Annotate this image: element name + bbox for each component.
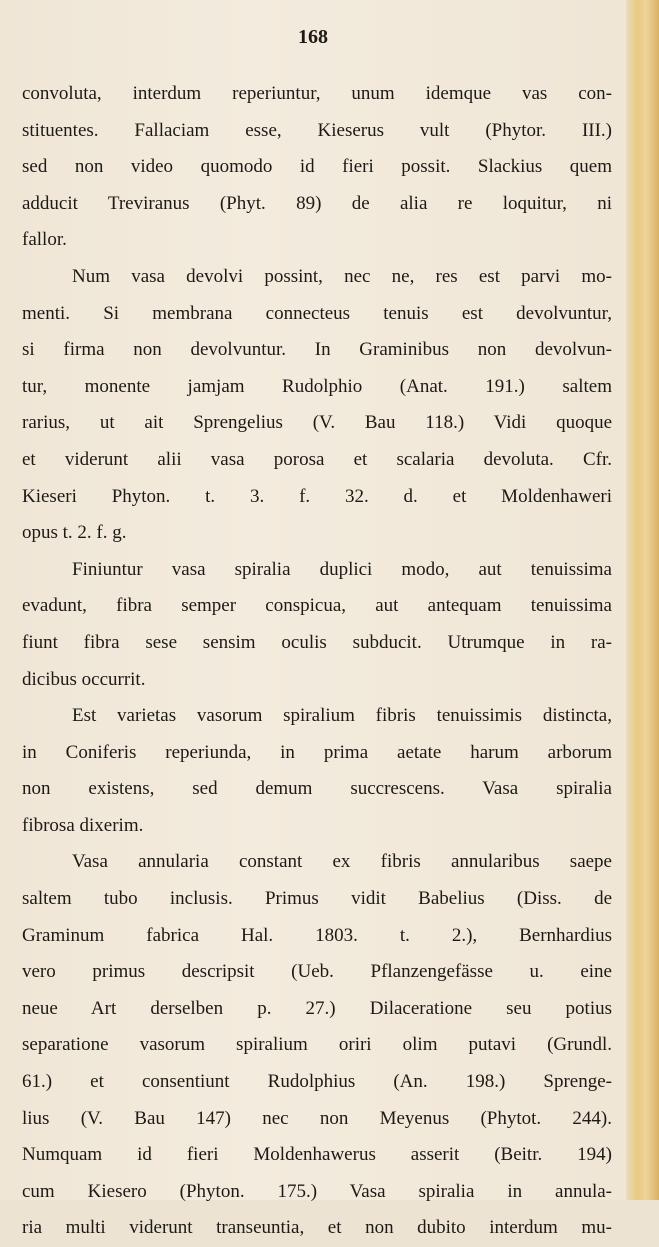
text-line: menti. Si membrana connecteus tenuis est devolvuntur, [22,302,612,324]
body-text [22,76,612,1247]
text-line: Kieseri Phyton. t. 3. f. 32. d. et Moldenhaweri [22,485,612,507]
text-line: rarius, ut ait Sprengelius (V. Bau 118.) Vidi quoque [22,412,612,434]
text-line: Graminum fabrica Hal. 1803. t. 2.), Bernhardius [22,924,612,946]
text-line: fibrosa dixerim. [22,814,144,836]
text-line: et viderunt alii vasa porosa et scalaria devoluta. Cfr. [22,448,612,470]
text-line: tur, monente jamjam Rudolphio (Anat. 191.) saltem [22,375,612,397]
text-line: Num vasa devolvi possint, nec ne, res est parvi mo- [72,265,612,287]
text-line: vero primus descripsit (Ueb. Pflanzengefässe u. eine [22,961,612,983]
text-line: evadunt, fibra semper conspicua, aut antequam tenuissima [22,595,612,617]
text-line: Numquam id fieri Moldenhawerus asserit (Beitr. 194) [22,1144,612,1166]
text-line: sed non video quomodo id fieri possit. Slackius quem [22,156,612,178]
text-line: Vasa annularia constant ex fibris annularibus saepe [72,851,612,873]
text-line: adducit Treviranus (Phyt. 89) de alia re loquitur, ni [22,192,612,214]
text-line: 61.) et consentiunt Rudolphius (An. 198.) Sprenge- [22,1071,612,1093]
text-line: Est varietas vasorum spiralium fibris tenuissimis distincta, [72,705,612,727]
text-line: in Coniferis reperiunda, in prima aetate harum arborum [22,741,612,763]
text-line: opus t. 2. f. g. [22,522,127,544]
text-line: fiunt fibra sese sensim oculis subducit. Utrumque in ra- [22,631,612,653]
text-line: convoluta, interdum reperiuntur, unum idemque vas con- [22,83,612,104]
text-line: ria multi viderunt transeuntia, et non dubito interdum mu- [22,1217,612,1239]
text-line: neue Art derselben p. 27.) Dilaceratione seu potius [22,997,612,1019]
text-line: dicibus occurrit. [22,668,146,690]
page-number: 168 [298,26,328,48]
text-line: si firma non devolvuntur. In Graminibus non devolvun- [22,339,612,361]
text-line: stituentes. Fallaciam esse, Kieserus vult (Phytor. III.) [22,119,612,141]
text-line: fallor. [22,229,67,251]
text-line: Finiuntur vasa spiralia duplici modo, aut tenuissima [72,558,612,580]
text-line: lius (V. Bau 147) nec non Meyenus (Phytot. 244). [22,1107,612,1129]
text-line: saltem tubo inclusis. Primus vidit Babelius (Diss. de [22,888,612,910]
page-edge [626,0,659,1200]
text-line: non existens, sed demum succrescens. Vasa spiralia [22,778,612,800]
text-line: separatione vasorum spiralium oriri olim putavi (Grundl. [22,1034,612,1056]
text-line: cum Kiesero (Phyton. 175.) Vasa spiralia in annula- [22,1180,612,1202]
